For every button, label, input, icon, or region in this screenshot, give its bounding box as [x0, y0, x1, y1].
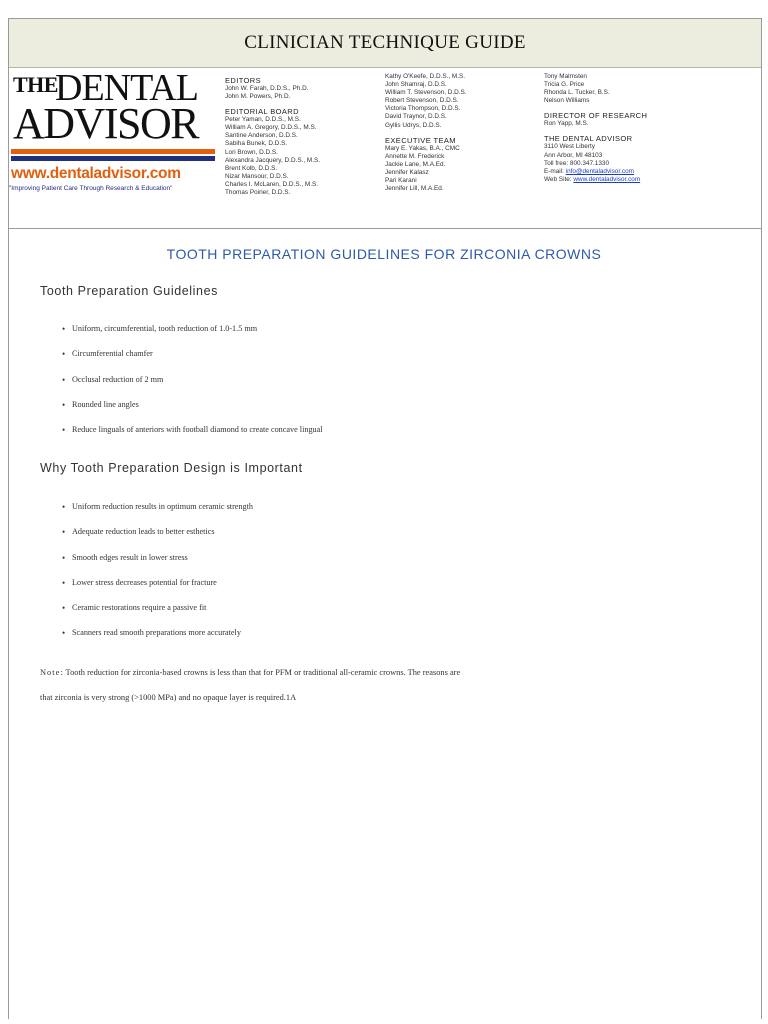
- address-street: 3110 West Liberty: [544, 143, 595, 151]
- executive-team-heading: EXECUTIVE TEAM: [385, 135, 456, 145]
- dental-advisor-logo: [9, 67, 224, 200]
- email-label: E-mail:: [544, 167, 566, 175]
- board-member: David Traynor, D.D.S.: [385, 113, 447, 121]
- board-member: Robert Stevenson, D.D.S.: [385, 97, 459, 105]
- exec-member: Jennifer Kalasz: [385, 168, 429, 176]
- list-item: • Reduce linguals of anteriors with football diamond to create concave lingual: [62, 425, 323, 436]
- logo-the: THE: [13, 72, 58, 97]
- director-name: Ron Yapp, M.S.: [544, 120, 589, 128]
- guide-banner: [9, 19, 761, 68]
- board-member: Charles I. McLaren, D.D.S., M.S.: [225, 180, 319, 188]
- list-item: • Uniform, circumferential, tooth reduction of 1.0-1.5 mm: [62, 324, 258, 334]
- organization-heading: THE DENTAL ADVISOR: [544, 134, 633, 144]
- list-item: • Lower stress decreases potential for fracture: [62, 577, 217, 588]
- website-label: Web Site:: [544, 175, 574, 183]
- editorial-board-heading: EDITORIAL BOARD: [225, 107, 299, 117]
- board-member: Gyllis Udrys, D.D.S.: [385, 121, 442, 129]
- exec-member: Tony Malmsten: [544, 73, 587, 80]
- board-member: Thomas Poirier, D.D.S.: [225, 189, 291, 197]
- exec-member: Mary E. Yakas, B.A., CMC: [385, 144, 460, 152]
- exec-member: Jackie Lane, M.A.Ed.: [385, 160, 446, 168]
- exec-member: Pari Karani: [385, 177, 417, 185]
- logo-dental: DENTAL: [55, 67, 198, 109]
- exec-member: Nelson Williams: [544, 97, 590, 105]
- list-item: • Smooth edges result in lower stress: [62, 552, 188, 563]
- exec-member: Tricia G. Price: [544, 81, 585, 89]
- logo-stripe-orange: [11, 149, 215, 154]
- board-member: Nizar Mansour, D.D.S.: [225, 172, 289, 180]
- editor-name: John W. Farah, D.D.S., Ph.D.: [225, 85, 309, 92]
- editor-name: John M. Powers, Ph.D.: [225, 93, 291, 101]
- exec-member: Annette M. Frederick: [385, 152, 445, 160]
- list-item: • Circumferential chamfer: [62, 349, 153, 360]
- logo-url: www.dentaladvisor.com: [11, 165, 181, 182]
- logo-tagline: "Improving Patient Care Through Research & Education": [9, 185, 173, 192]
- board-member: William T. Stevenson, D.D.S.: [385, 89, 467, 97]
- toll-free-phone: Toll free: 800.347.1330: [544, 159, 610, 167]
- section-heading-guidelines: Tooth Preparation Guidelines: [40, 284, 219, 298]
- board-member: Santine Anderson, D.D.S.: [225, 132, 298, 140]
- email-link[interactable]: info@dentaladvisor.com: [565, 167, 634, 175]
- board-member: Sabiha Bunek, D.D.S.: [225, 140, 288, 148]
- guidelines-list: [62, 324, 323, 450]
- note-paragraph-line2: that zirconia is very strong (>1000 MPa) and no opaque layer is required.1A: [40, 693, 297, 702]
- email-line: [544, 168, 734, 176]
- list-item: • Scanners read smooth preparations more accurately: [62, 628, 241, 639]
- exec-member: Jennifer Lill, M.A.Ed.: [385, 185, 444, 193]
- list-item: • Rounded line angles: [62, 399, 139, 410]
- list-item: • Adequate reduction leads to better esthetics: [62, 527, 215, 538]
- masthead: [9, 68, 761, 229]
- board-member: Alexandra Jacquery, D.D.S., M.S.: [225, 156, 321, 164]
- board-member: William A. Gregory, D.D.S., M.S.: [225, 124, 317, 132]
- board-member: Victoria Thompson, D.D.S.: [385, 105, 461, 113]
- address-city: Ann Arbor, MI 48103: [544, 151, 603, 159]
- section-heading-importance: Why Tooth Preparation Design is Important: [40, 461, 303, 475]
- website-link[interactable]: www.dentaladvisor.com: [573, 175, 641, 183]
- board-member: Peter Yaman, D.D.S., M.S.: [225, 116, 301, 124]
- list-item: • Uniform reduction results in optimum ceramic strength: [62, 502, 253, 512]
- editors-heading: EDITORS: [225, 76, 262, 85]
- logo-advisor: ADVISOR: [13, 99, 199, 148]
- list-item: • Occlusal reduction of 2 mm: [62, 374, 164, 385]
- banner-title: CLINICIAN TECHNIQUE GUIDE: [244, 32, 526, 53]
- board-member: John Shamraj, D.D.S.: [385, 81, 447, 89]
- board-member: Kathy O'Keefe, D.D.S., M.S.: [385, 73, 466, 80]
- note-label: Note:: [40, 668, 64, 677]
- masthead-column-board-exec: [385, 73, 535, 193]
- article-title: TOOTH PREPARATION GUIDELINES FOR ZIRCONIA CROWNS: [166, 246, 602, 262]
- exec-member: Rhonda L. Tucker, B.S.: [544, 89, 610, 97]
- board-member: Lori Brown, D.D.S.: [225, 148, 278, 156]
- list-item: • Ceramic restorations require a passive fit: [62, 603, 207, 614]
- logo-stripe-navy: [11, 156, 215, 161]
- importance-list: [62, 502, 253, 654]
- note-paragraph-line1: Note: Tooth reduction for zirconia-based crowns is less than that for PFM or traditional all-ceramic crowns. The reasons are: [40, 668, 461, 677]
- director-research-heading: DIRECTOR OF RESEARCH: [544, 111, 648, 121]
- website-line: [544, 176, 734, 184]
- masthead-column-contact: [544, 73, 734, 184]
- board-member: Brent Kolb, D.D.S.: [225, 164, 278, 172]
- masthead-column-editors: [225, 76, 375, 197]
